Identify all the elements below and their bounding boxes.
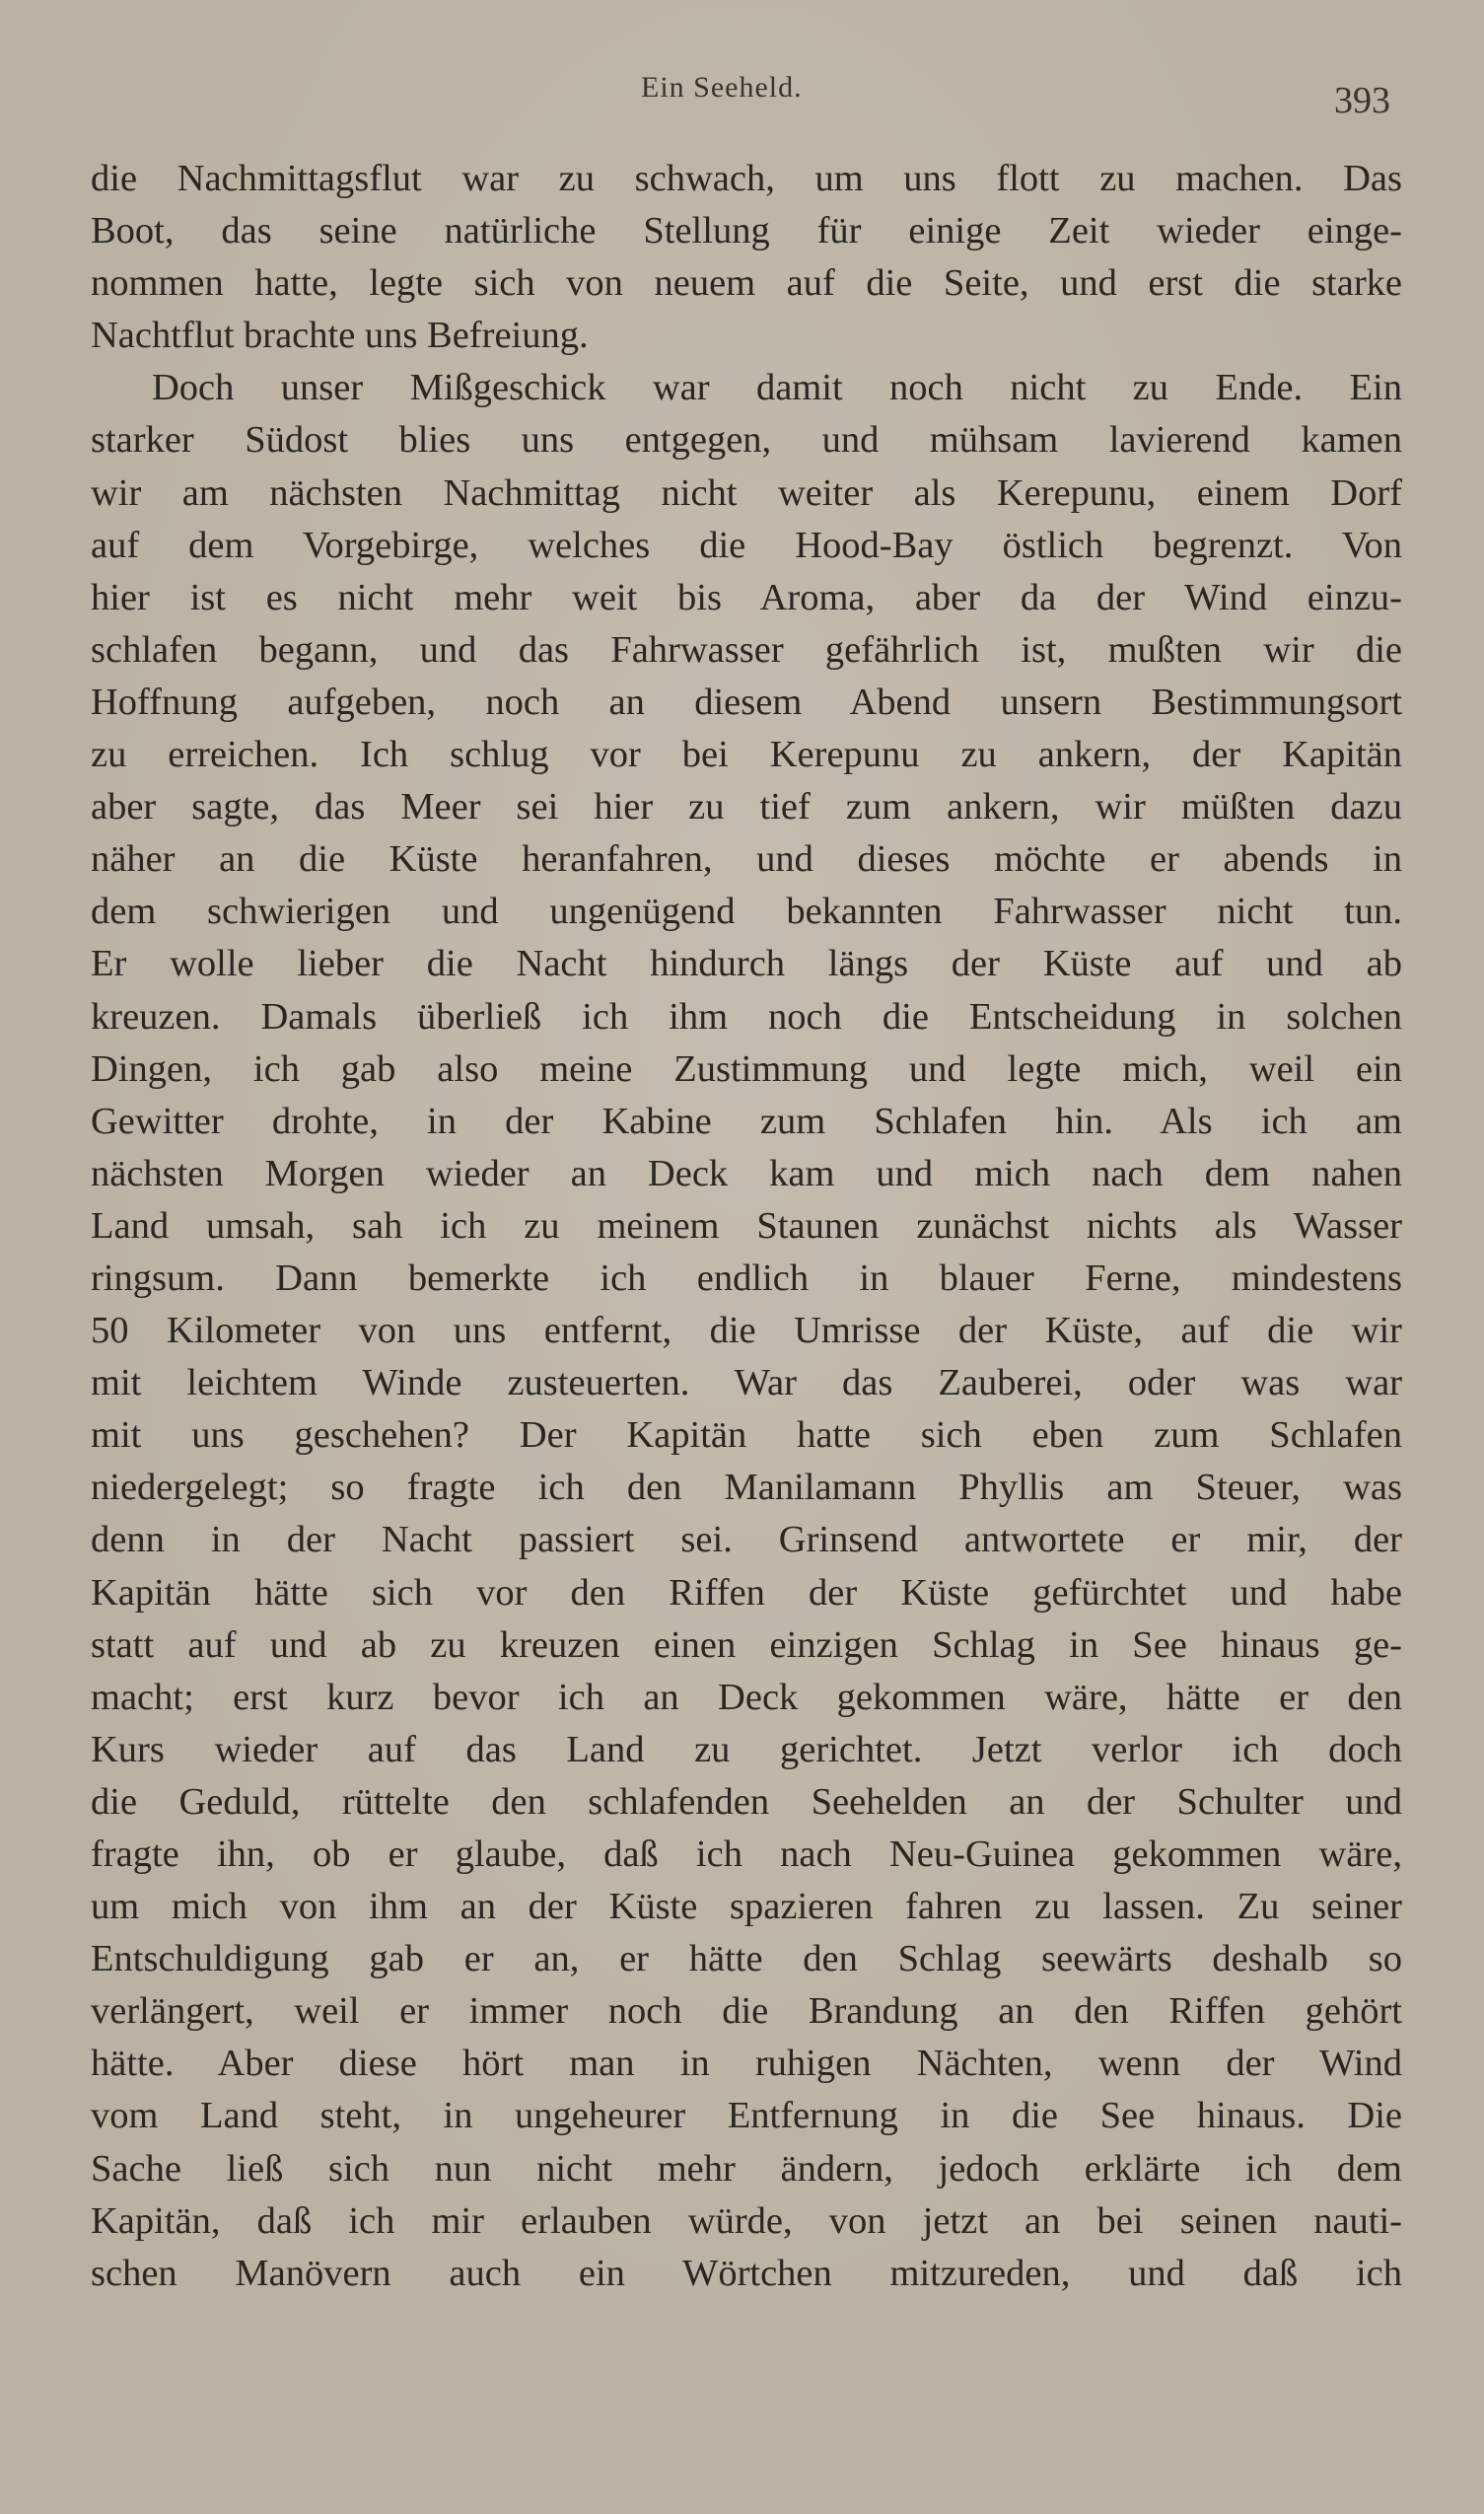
text-line: Kapitän hätte sich vor den Riffen der Küste gefürchtet und habe [91,1571,1402,1614]
text-line: zu erreichen. Ich schlug vor bei Kerepunu zu ankern, der Kapitän [91,734,1402,776]
text-line: ringsum. Dann bemerkte ich endlich in blauer Ferne, mindestens [91,1257,1402,1299]
text-line: Hoffnung aufgeben, noch an diesem Abend unsern Bestimmungsort [91,681,1402,723]
text-line: vom Land steht, in ungeheurer Entfernung in die See hinaus. Die [91,2095,1402,2137]
text-line: Nachtflut brachte uns Befreiung. [91,315,589,357]
text-line: kreuzen. Damals überließ ich ihm noch die Entscheidung in solchen [91,995,1402,1038]
text-line: hier ist es nicht mehr weit bis Aroma, aber da der Wind einzu- [91,576,1402,618]
text-line: wir am nächsten Nachmittag nicht weiter als Kerepunu, einem Dorf [91,471,1402,514]
text-line: 50 Kilometer von uns entfernt, die Umrisse der Küste, auf die wir [91,1310,1402,1352]
text-line: Kapitän, daß ich mir erlauben würde, von jetzt an bei seinen nauti- [91,2199,1402,2242]
page-header [0,69,1484,121]
text-line: näher an die Küste heranfahren, und dieses möchte er abends in [91,838,1402,881]
text-line: nommen hatte, legte sich von neuem auf die Seite, und erst die starke [91,262,1402,305]
text-line: Doch unser Mißgeschick war damit noch nicht zu Ende. Ein [152,367,1402,409]
text-line: aber sagte, das Meer sei hier zu tief zum ankern, wir müßten dazu [91,786,1402,828]
text-line: auf dem Vorgebirge, welches die Hood-Bay östlich begrenzt. Von [91,524,1402,566]
text-line: die Nachmittagsflut war zu schwach, um uns flott zu machen. Das [91,158,1402,199]
text-line: mit uns geschehen? Der Kapitän hatte sich eben zum Schlafen [91,1414,1402,1457]
text-line: denn in der Nacht passiert sei. Grinsend antwortete er mir, der [91,1519,1402,1561]
text-line: statt auf und ab zu kreuzen einen einzigen Schlag in See hinaus ge- [91,1623,1402,1666]
text-line: mit leichtem Winde zusteuerten. War das Zauberei, oder was war [91,1362,1402,1404]
body-text [91,153,1402,2300]
text-line: Gewitter drohte, in der Kabine zum Schlafen hin. Als ich am [91,1100,1402,1142]
text-line: schlafen begann, und das Fahrwasser gefährlich ist, mußten wir die [91,628,1402,671]
text-line: Entschuldigung gab er an, er hätte den Schlag seewärts deshalb so [91,1938,1402,1980]
text-line: hätte. Aber diese hört man in ruhigen Nächten, wenn der Wind [91,2043,1402,2085]
text-line: Boot, das seine natürliche Stellung für einige Zeit wieder einge- [91,210,1402,252]
running-title: Ein Seeheld. [641,71,803,104]
text-line: fragte ihn, ob er glaube, daß ich nach Neu-Guinea gekommen wäre, [91,1833,1402,1875]
text-line: Er wolle lieber die Nacht hindurch längs der Küste auf und ab [91,943,1402,985]
text-line: Sache ließ sich nun nicht mehr ändern, jedoch erklärte ich dem [91,2147,1402,2190]
text-line: um mich von ihm an der Küste spazieren fahren zu lassen. Zu seiner [91,1886,1402,1928]
text-line: verlängert, weil er immer noch die Brandung an den Riffen gehört [91,1990,1402,2033]
text-line: Kurs wieder auf das Land zu gerichtet. Jetzt verlor ich doch [91,1728,1402,1770]
text-line: nächsten Morgen wieder an Deck kam und mich nach dem nahen [91,1152,1402,1194]
text-line: Land umsah, sah ich zu meinem Staunen zunächst nichts als Wasser [91,1204,1402,1247]
page-number: 393 [1334,80,1390,121]
text-line: macht; erst kurz bevor ich an Deck gekommen wäre, hätte er den [91,1676,1402,1718]
text-line: schen Manövern auch ein Wörtchen mitzureden, und daß ich [91,2252,1402,2294]
text-line: Dingen, ich gab also meine Zustimmung und legte mich, weil ein [91,1047,1402,1090]
text-line: die Geduld, rüttelte den schlafenden Seehelden an der Schulter und [91,1780,1402,1823]
text-line: dem schwierigen und ungenügend bekannten Fahrwasser nicht tun. [91,891,1402,933]
text-line: starker Südost blies uns entgegen, und mühsam lavierend kamen [91,419,1402,462]
text-line: niedergelegt; so fragte ich den Manilamann Phyllis am Steuer, was [91,1467,1402,1509]
